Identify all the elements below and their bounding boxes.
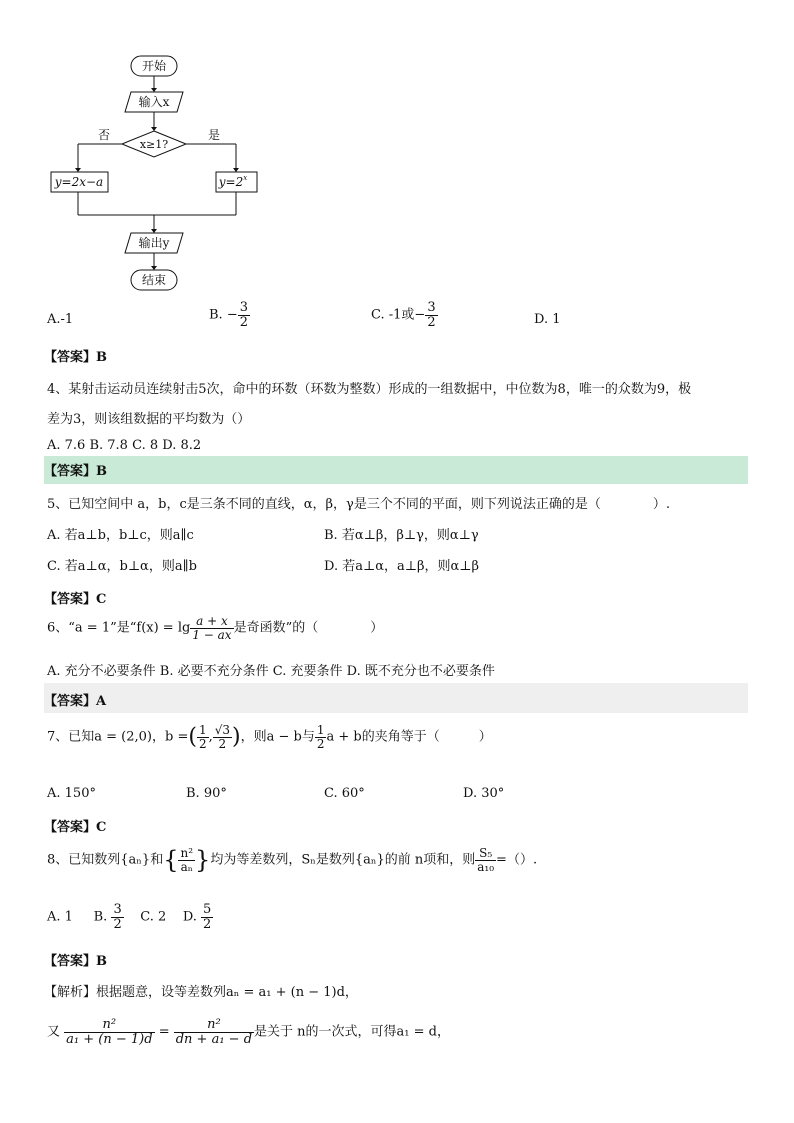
q3-option-a: A.-1 xyxy=(47,312,74,327)
q8-option-d: $\frac{5}{2}$ xyxy=(203,902,212,932)
q3-option-c: C. -1或− $\frac{3}{2}$ xyxy=(371,300,436,330)
q7-answer: 【答案】C xyxy=(44,820,107,835)
q5-option-d: D. 若a⊥α，a⊥β，则α⊥β xyxy=(324,559,479,574)
q6-answer: 【答案】A xyxy=(44,694,107,709)
q4-answer: 【答案】B xyxy=(44,464,107,479)
q8-analysis-line2: 又 $\frac{\text{n²}}{\text{a₁ + (n − 1)d}}$ = $\frac{\text{n²}}{\text{dn + a₁ − d}}$ 是关于 n的一次式，可得a₁ = d， xyxy=(47,1017,450,1047)
flowchart xyxy=(0,0,260,300)
q8-options: A. 1 B. $\frac{3}{2}$ C. 2 D. $\frac{5}{2}$ xyxy=(47,902,212,932)
q4-stem-line2: 差为3，则该组数据的平均数为（） xyxy=(47,412,251,427)
flow-output-label: 输出y xyxy=(138,236,170,250)
flow-condition-label: x≥1? xyxy=(139,138,169,151)
flow-yes-label: 是 xyxy=(207,128,221,142)
q8-analysis: 【解析】根据题意，设等差数列aₙ = a₁ + (n − 1)d， xyxy=(44,985,358,1000)
q6-stem: 6、“a = 1”是“f(x) = lg $\frac{a + x}{1 - ax}$ 是奇函数”的（ ） xyxy=(47,614,384,642)
flow-input-label: 输入x xyxy=(138,95,170,109)
q5-option-a: A. 若a⊥b，b⊥c，则a∥c xyxy=(47,528,194,543)
svg-text:y=2x xyxy=(218,174,247,189)
q3-option-d: D. 1 xyxy=(534,312,561,327)
flow-right-exp: x xyxy=(243,174,248,182)
flow-start-label: 开始 xyxy=(141,59,167,73)
q7-option-b: B. 90° xyxy=(186,786,227,801)
flow-end-label: 结束 xyxy=(141,273,167,287)
flow-left-label: y=2x−a xyxy=(54,175,104,189)
q4-stem-line1: 4、某射击运动员连续射击5次，命中的环数（环数为整数）形成的一组数据中，中位数为8，唯一的众数为9，极 xyxy=(47,382,692,397)
q7-option-c: C. 60° xyxy=(324,786,365,801)
q6-options: A. 充分不必要条件 B. 必要不充分条件 C. 充要条件 D. 既不充分也不必要条件 xyxy=(47,664,495,679)
q8-option-a: A. 1 xyxy=(47,909,73,925)
q7-option-a: A. 150° xyxy=(47,786,96,801)
q5-answer: 【答案】C xyxy=(44,592,107,607)
q8-option-b: $\frac{3}{2}$ xyxy=(113,902,122,932)
q8-stem: 8、已知数列{aₙ}和{ $\frac{\text{n²}}{\text{aₙ}}$ }均为等差数列，Sₙ是数列{aₙ}的前 n项和，则 $\frac{\text{S₅}}{\text{a₁₀}}$ =（）. xyxy=(47,845,538,874)
q5-option-b: B. 若α⊥β，β⊥γ，则α⊥γ xyxy=(324,528,479,543)
flow-no-label: 否 xyxy=(97,128,111,142)
q3-answer: 【答案】B xyxy=(44,350,107,365)
q5-option-c: C. 若a⊥α，b⊥α，则a∥b xyxy=(47,559,197,574)
q8-option-c: C. 2 xyxy=(140,909,167,925)
q5-stem: 5、已知空间中 a，b，c是三条不同的直线，α，β，γ是三个不同的平面，则下列说法正确的是（ ）. xyxy=(47,497,670,512)
q6-answer-highlight xyxy=(44,683,748,713)
q3-option-b: B. − $\frac{3}{2}$ xyxy=(209,300,249,330)
q7-option-d: D. 30° xyxy=(463,786,505,801)
q7-stem: 7、已知a = (2,0)，b =( $\frac{1}{2}$ , $\frac{√3}{2}$ )，则a − b与 $\frac{1}{2}$ a + b的夹角等于（ ） xyxy=(47,723,492,751)
q4-options: A. 7.6 B. 7.8 C. 8 D. 8.2 xyxy=(47,438,202,453)
flow-right-label: y=2 xyxy=(218,175,244,189)
q8-answer: 【答案】B xyxy=(44,954,107,969)
q4-answer-highlight xyxy=(44,456,748,484)
